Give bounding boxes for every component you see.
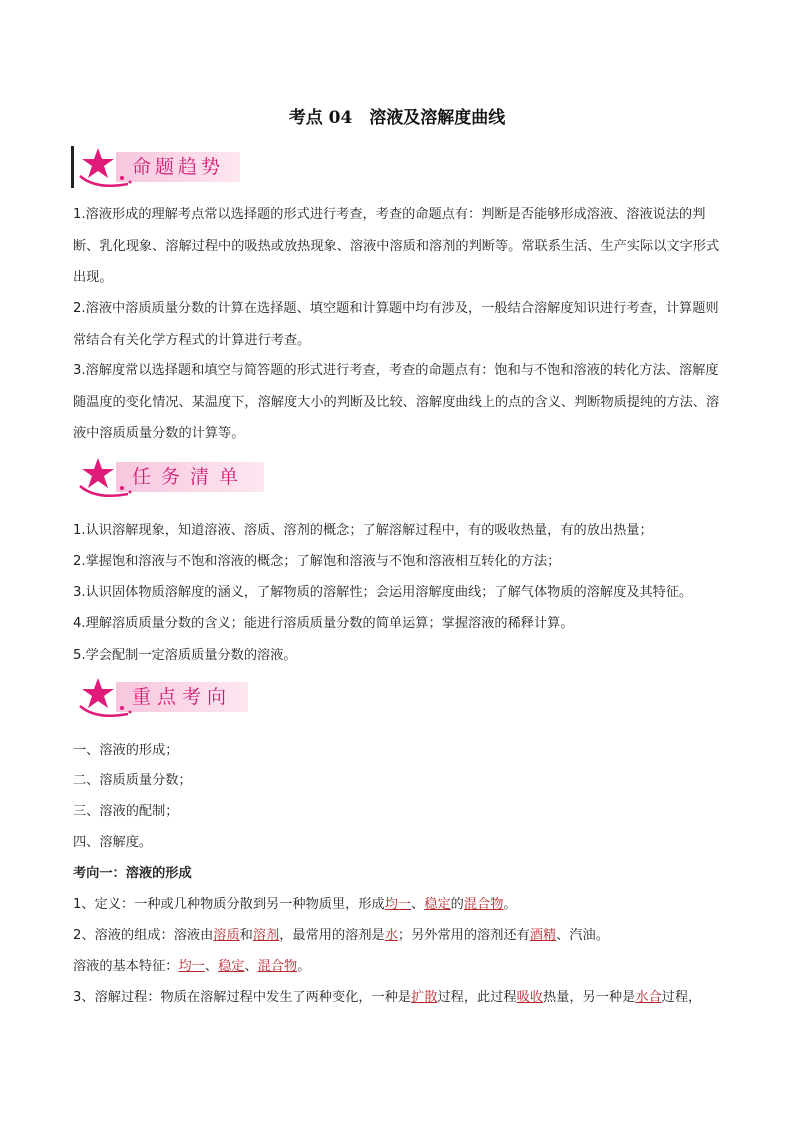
text-run: 过程， bbox=[661, 990, 702, 1005]
text-run: 、 bbox=[204, 959, 219, 974]
trend-paragraph-2: 2.溶液中溶质质量分数的计算在选择题、填空题和计算题中均有涉及，一般结合溶解度知识进行考查，计算题则常结合有关化学方程式的计算进行考查。 bbox=[73, 301, 719, 348]
focus-item: 二、溶质质量分数； bbox=[73, 773, 192, 788]
text-run: 热量，另一种是 bbox=[542, 990, 636, 1005]
underlined-term: 稳定 bbox=[218, 959, 245, 974]
section-banner-focus bbox=[68, 676, 258, 720]
page-title: 考点 04 溶液及溶解度曲线 bbox=[288, 108, 506, 128]
trend-paragraph-1: 1.溶液形成的理解考点常以选择题的形式进行考查，考查的命题点有：判断是否能够形成溶液、溶液说法的判断、乳化现象、溶解过程中的吸热或放热现象、溶液中溶质和溶剂的判断等。常联系生活、生产实际以文字形式出现。 bbox=[73, 207, 720, 285]
text-run: 、 bbox=[411, 897, 425, 912]
text-run: 的 bbox=[450, 897, 464, 912]
text-run: 。 bbox=[297, 959, 311, 974]
task-item: 1.认识溶解现象，知道溶液、溶质、溶剂的概念；了解溶解过程中，有的吸收热量，有的放出热量； bbox=[73, 523, 653, 538]
text-run: 溶液的基本特征： bbox=[73, 959, 179, 974]
text-run: 。 bbox=[503, 897, 517, 912]
section-title-tasks: 任务清单 bbox=[116, 462, 264, 492]
star-icon bbox=[76, 676, 136, 720]
underlined-term: 酒精 bbox=[529, 928, 557, 943]
star-icon bbox=[76, 146, 136, 190]
underlined-term: 水合 bbox=[635, 990, 662, 1005]
text-run: 1、定义：一种或几种物质分散到另一种物质里，形成 bbox=[73, 897, 385, 912]
underlined-term: 混合物 bbox=[463, 897, 504, 912]
star-icon bbox=[76, 456, 136, 500]
text-run: 2、溶液的组成：溶液由 bbox=[73, 928, 214, 943]
subsection-title: 考向一：溶液的形成 bbox=[73, 866, 192, 881]
focus-item: 三、溶液的配制； bbox=[73, 804, 179, 819]
underlined-term: 溶质 bbox=[213, 928, 240, 943]
text-run: ；另外常用的溶剂还有 bbox=[397, 928, 530, 943]
underlined-term: 水 bbox=[384, 928, 398, 943]
task-item: 4.理解溶质质量分数的含义；能进行溶质质量分数的简单运算；掌握溶液的稀释计算。 bbox=[73, 616, 574, 631]
trend-paragraph-3: 3.溶解度常以选择题和填空与简答题的形式进行考查，考查的命题点有：饱和与不饱和溶液的转化方法、溶解度随温度的变化情况、某温度下，溶解度大小的判断及比较、溶解度曲线上的点的含义、判断物质提纯的方法、溶液中溶质质量分数的计算等。 bbox=[73, 363, 720, 441]
underlined-term: 吸收 bbox=[516, 990, 543, 1005]
underlined-term: 稳定 bbox=[424, 897, 451, 912]
underlined-term: 扩散 bbox=[411, 990, 438, 1005]
section-banner-tasks bbox=[68, 456, 268, 500]
section-title-trend: 命题趋势 bbox=[116, 152, 240, 182]
focus-item: 一、溶液的形成； bbox=[73, 743, 179, 758]
section-title-focus: 重点考向 bbox=[116, 682, 248, 712]
text-run: 过程，此过程 bbox=[437, 990, 517, 1005]
task-item: 5.学会配制一定溶质质量分数的溶液。 bbox=[73, 648, 297, 663]
banner-divider bbox=[71, 146, 74, 188]
task-item: 3.认识固体物质溶解度的涵义，了解物质的溶解性；会运用溶解度曲线；了解气体物质的溶解度及其特征。 bbox=[73, 585, 693, 600]
composition-line bbox=[73, 924, 609, 943]
features-line bbox=[73, 955, 310, 974]
underlined-term: 混合物 bbox=[257, 959, 298, 974]
underlined-term: 均一 bbox=[384, 897, 412, 912]
text-run: 3、溶解过程：物质在溶解过程中发生了两种变化，一种是 bbox=[73, 990, 412, 1005]
process-line bbox=[73, 986, 701, 1005]
task-item: 2.掌握饱和溶液与不饱和溶液的概念；了解饱和溶液与不饱和溶液相互转化的方法； bbox=[73, 554, 561, 569]
text-run: 、 bbox=[244, 959, 258, 974]
section-banner-trend bbox=[68, 146, 258, 190]
focus-item: 四、溶解度。 bbox=[73, 835, 153, 850]
text-run: ，最常用的溶剂是 bbox=[279, 928, 385, 943]
underlined-term: 均一 bbox=[178, 959, 205, 974]
definition-line bbox=[73, 893, 517, 912]
underlined-term: 溶剂 bbox=[252, 928, 280, 943]
text-run: 、汽油。 bbox=[556, 928, 609, 943]
text-run: 和 bbox=[239, 928, 253, 943]
